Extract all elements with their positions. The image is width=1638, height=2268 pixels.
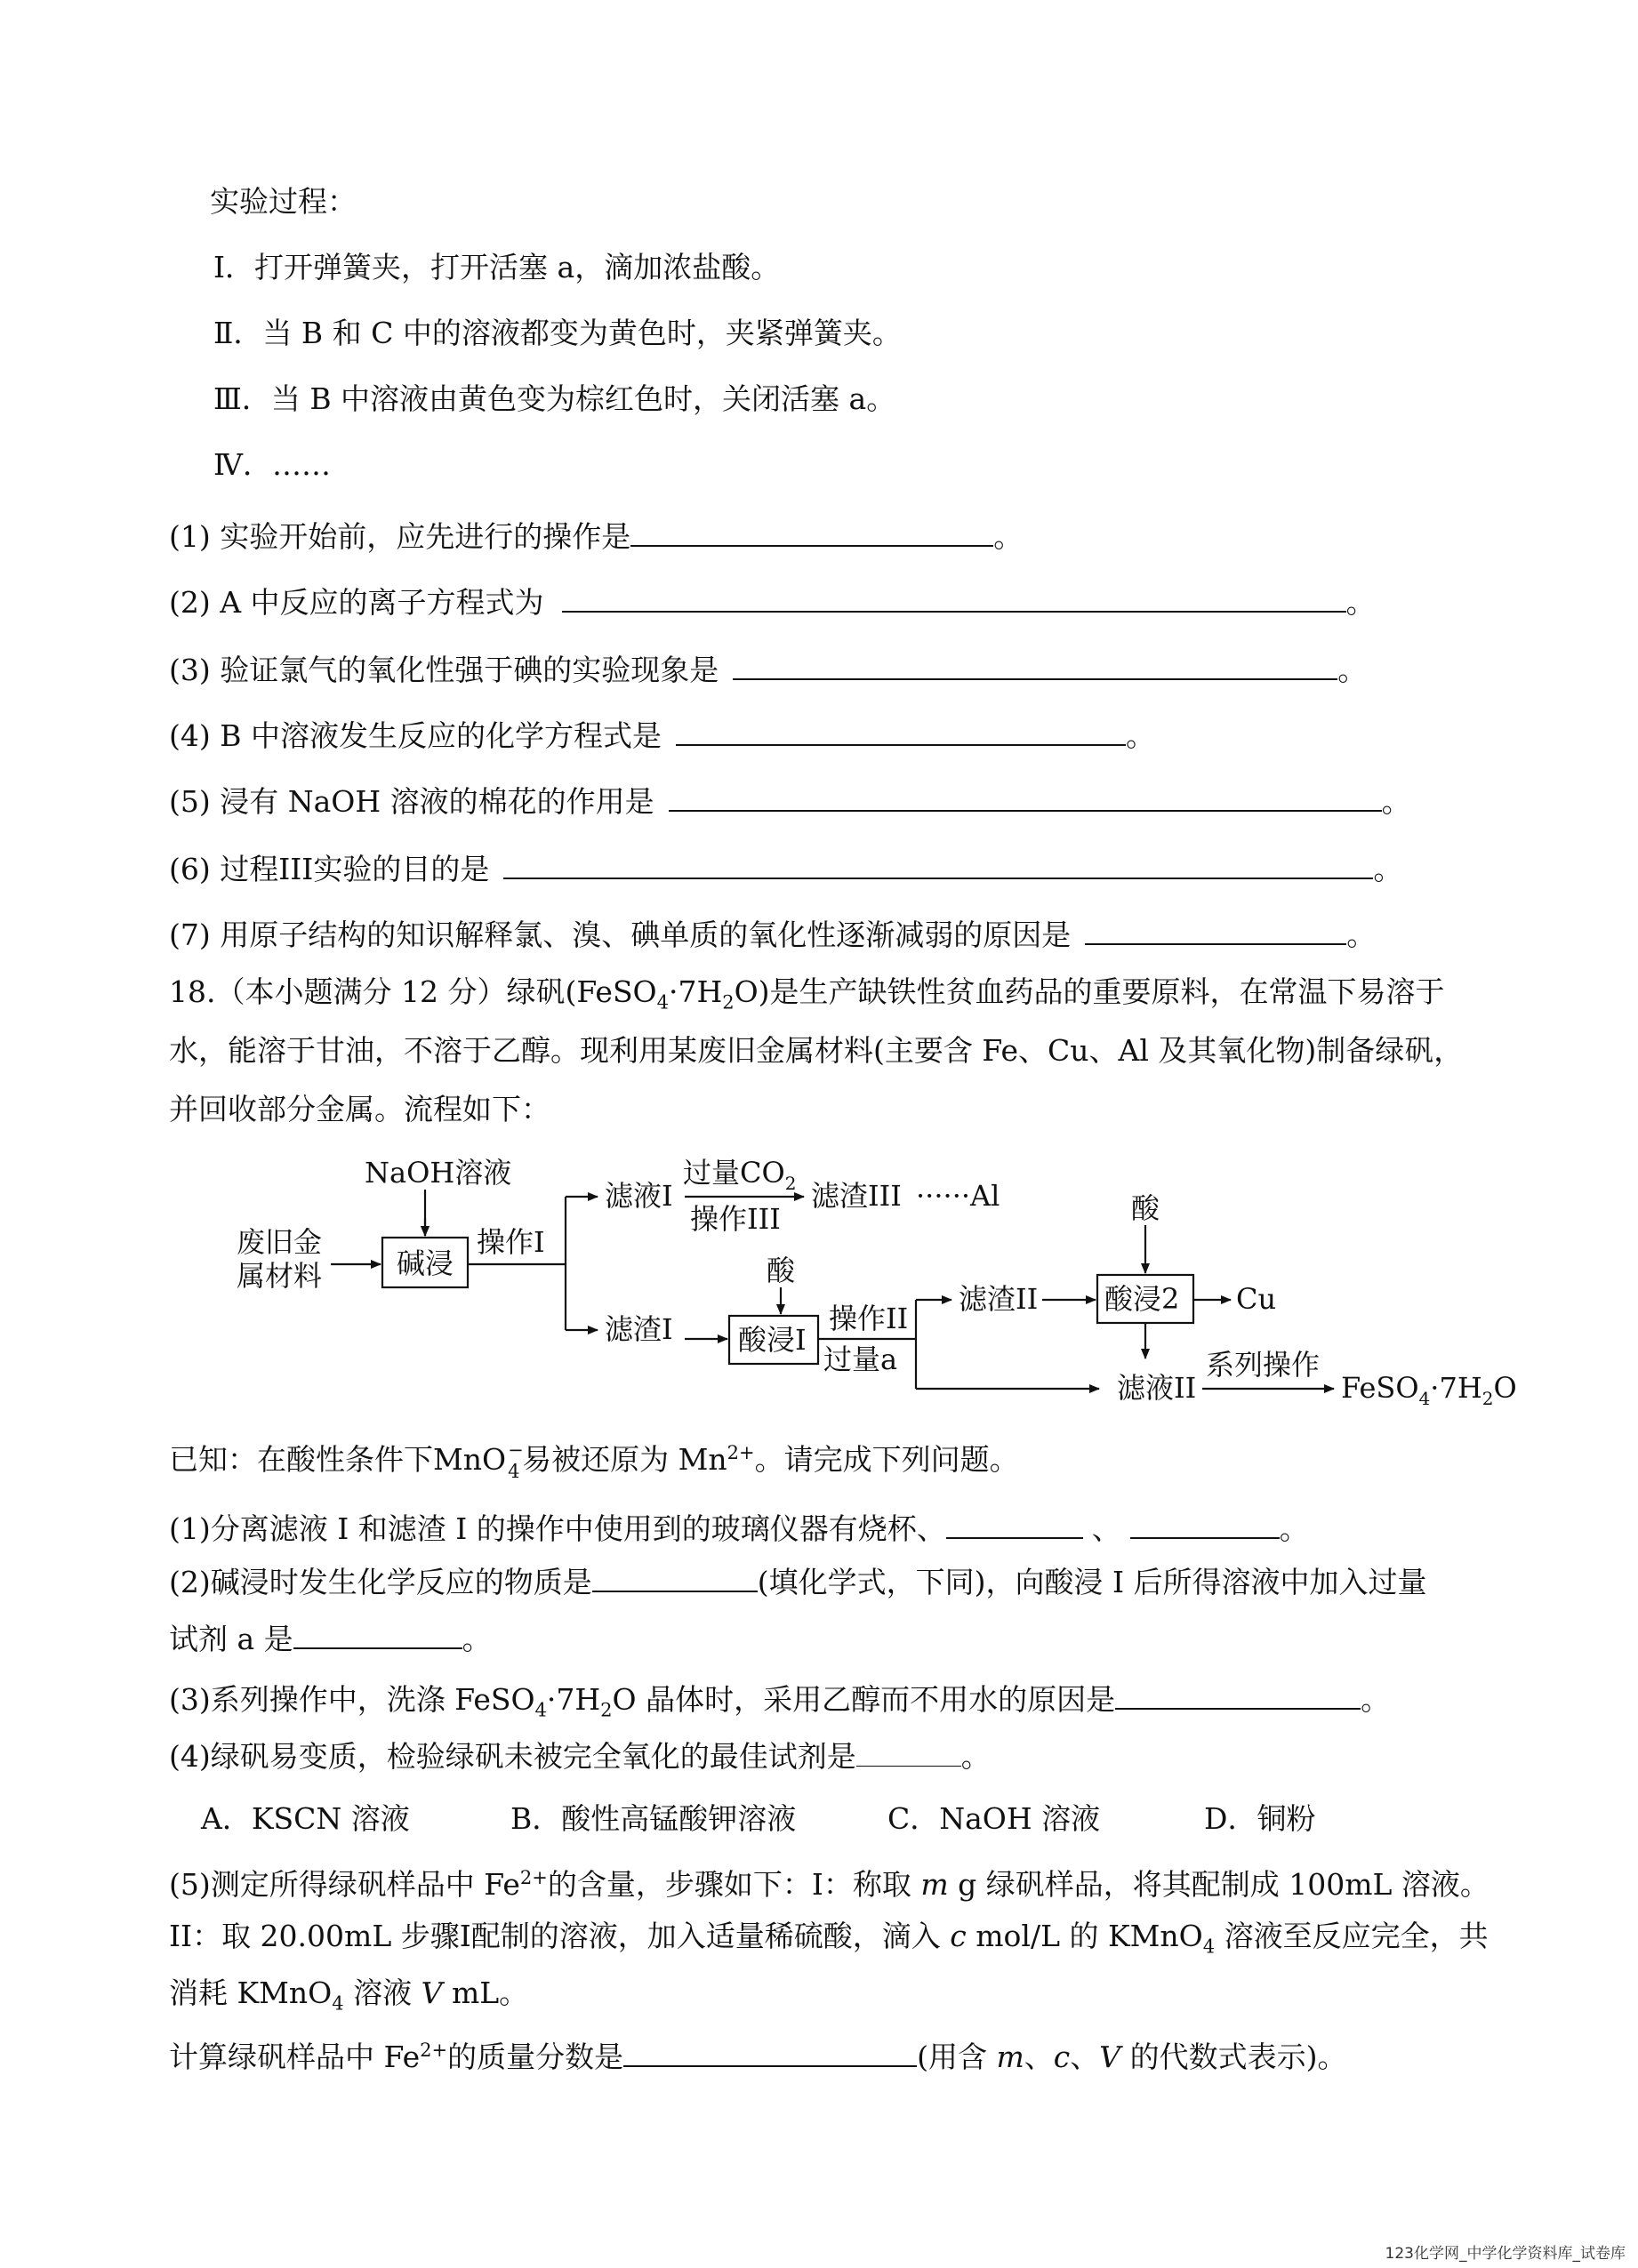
- q18-intro-line-3: 并回收部分金属。流程如下：: [169, 1092, 550, 1126]
- q18-sub-1: (1)分离滤液 I 和滤渣 I 的操作中使用到的玻璃仪器有烧杯、 、 。: [169, 1511, 1309, 1546]
- option-c[interactable]: C．NaOH 溶液: [887, 1801, 1101, 1836]
- option-d[interactable]: D．铜粉: [1204, 1801, 1316, 1836]
- q18-sub-5-line-4: 计算绿矾样品中 $Fe^{2+}$的质量分数是 (用含 m、c、V 的代数式表示)。: [169, 2040, 1347, 2074]
- answer-blank[interactable]: [623, 2039, 917, 2067]
- cu-label: Cu: [1236, 1282, 1277, 1316]
- procedure-heading: 实验过程：: [210, 184, 357, 219]
- known-line: 已知：在酸性条件下MnO − 4 易被还原为 $Mn^{2+}$。请完成下列问题。: [169, 1439, 1019, 1482]
- q17-item-label: (3) 验证氯气的氧化性强于碘的实验现象是: [169, 653, 719, 687]
- q17-item-label: (1) 实验开始前，应先进行的操作是: [169, 519, 631, 554]
- answer-blank[interactable]: [856, 1739, 961, 1767]
- op1-label: 操作I: [477, 1225, 545, 1259]
- residue2-label: 滤渣II: [959, 1282, 1039, 1316]
- filtrate2-label: 滤液II: [1117, 1371, 1197, 1405]
- residue3-label: 滤渣III: [811, 1179, 902, 1213]
- op2-label: 操作II: [829, 1302, 909, 1335]
- q18-intro-line-2: 水，能溶于甘油，不溶于乙醇。现利用某废旧金属材料(主要含 Fe、Cu、Al 及其氧化物)制备绿矾，: [169, 1033, 1464, 1068]
- procedure-step-4: Ⅳ．……: [213, 447, 331, 482]
- answer-blank[interactable]: [1115, 1681, 1361, 1710]
- procedure-step-3: Ⅲ．当 B 中溶液由黄色变为棕红色时，关闭活塞 a。: [213, 381, 896, 416]
- q18-sub-2-line-1: (2)碱浸时发生化学反应的物质是 (填化学式，下同)，向酸浸 I 后所得溶液中加入过量: [169, 1565, 1427, 1599]
- q18-sub-5-line-2: II：取 20.00mL 步骤I配制的溶液，加入适量稀硫酸，滴入 c mol/L 的 KMnO$_4$ 溶液至反应完全，共: [169, 1919, 1489, 1958]
- answer-blank[interactable]: [1130, 1511, 1280, 1539]
- acid1-label: 酸浸I: [738, 1323, 807, 1357]
- procedure-step-1: Ⅰ．打开弹簧夹，打开活塞 a，滴加浓盐酸。: [213, 250, 781, 285]
- al-label: ······Al: [916, 1179, 1000, 1213]
- footer-watermark: 123化学网_中学化学资料库_试卷库: [1385, 2245, 1626, 2263]
- q17-item-2: (2) A 中反应的离子方程式为 。: [169, 585, 1376, 620]
- q17-item-label: (2) A 中反应的离子方程式为: [169, 585, 544, 620]
- excess-a-label: 过量a: [823, 1342, 898, 1376]
- product-label: $FeSO_4\cdot 7H_2O$: [1341, 1371, 1517, 1409]
- q17-item-label: (6) 过程III实验的目的是: [169, 852, 490, 886]
- answer-blank[interactable]: [592, 1564, 758, 1592]
- alkali-label: 碱浸: [397, 1246, 454, 1280]
- q17-item-7: (7) 用原子结构的知识解释氯、溴、碘单质的氧化性逐渐减弱的原因是 。: [169, 918, 1377, 952]
- answer-blank[interactable]: [946, 1511, 1083, 1539]
- q18-sub-5-line-1: (5)测定所得绿矾样品中 $Fe^{2+}$的含量，步骤如下：I：称取 m g 绿矾样品，将其配制成 100mL 溶液。: [169, 1867, 1489, 1902]
- q17-item-5: (5) 浸有 NaOH 溶液的棉花的作用是 。: [169, 784, 1411, 819]
- raw-material-label-1: 废旧金: [237, 1225, 323, 1259]
- naoh-label: NaOH溶液: [365, 1156, 512, 1190]
- acid-mid-label: 酸: [767, 1254, 796, 1287]
- q18-options: [201, 1799, 1315, 1839]
- acid2-label: 酸浸2: [1104, 1282, 1180, 1316]
- q17-item-label: (4) B 中溶液发生反应的化学方程式是: [169, 718, 662, 753]
- op3-label: 操作III: [690, 1202, 781, 1236]
- raw-material-label-2: 属材料: [237, 1259, 323, 1293]
- q17-item-1: (1) 实验开始前，应先进行的操作是 。: [169, 519, 1024, 554]
- q17-item-4: (4) B 中溶液发生反应的化学方程式是 。: [169, 718, 1155, 753]
- filtrate1-label: 滤液I: [605, 1179, 673, 1213]
- acid-top-label: 酸: [1131, 1191, 1160, 1225]
- q17-item-label: (7) 用原子结构的知识解释氯、溴、碘单质的氧化性逐渐减弱的原因是: [169, 918, 1072, 952]
- q18-sub-2-line-2: 试剂 a 是 。: [169, 1622, 492, 1656]
- q17-item-3: (3) 验证氯气的氧化性强于碘的实验现象是 。: [169, 653, 1368, 687]
- option-a[interactable]: A．KSCN 溶液: [201, 1801, 410, 1836]
- q18-sub-5-line-3: 消耗 KMnO$_4$ 溶液 V mL。: [169, 1975, 529, 2015]
- q17-item-label: (5) 浸有 NaOH 溶液的棉花的作用是: [169, 784, 654, 819]
- option-b[interactable]: B．酸性高锰酸钾溶液: [510, 1801, 797, 1836]
- q17-item-6: (6) 过程III实验的目的是 。: [169, 852, 1403, 886]
- q18-intro-line-1: 18.（本小题满分 12 分）绿矾$(FeSO_4\cdot 7H_2O)$是生产缺铁性贫血药品的重要原料，在常温下易溶于: [169, 974, 1445, 1014]
- answer-blank[interactable]: [293, 1621, 462, 1649]
- series-op-label: 系列操作: [1206, 1348, 1321, 1382]
- q18-sub-3: (3)系列操作中，洗涤 $FeSO_4\cdot 7H_2O$ 晶体时，采用乙醇而不用水的原因是 。: [169, 1682, 1391, 1721]
- co2-label: 过量$CO_2$: [683, 1156, 797, 1194]
- q18-sub-4: (4)绿矾易变质，检验绿矾未被完全氧化的最佳试剂是 。: [169, 1739, 991, 1774]
- residue1-label: 滤渣I: [605, 1312, 673, 1346]
- procedure-step-2: Ⅱ．当 B 和 C 中的溶液都变为黄色时，夹紧弹簧夹。: [213, 316, 902, 350]
